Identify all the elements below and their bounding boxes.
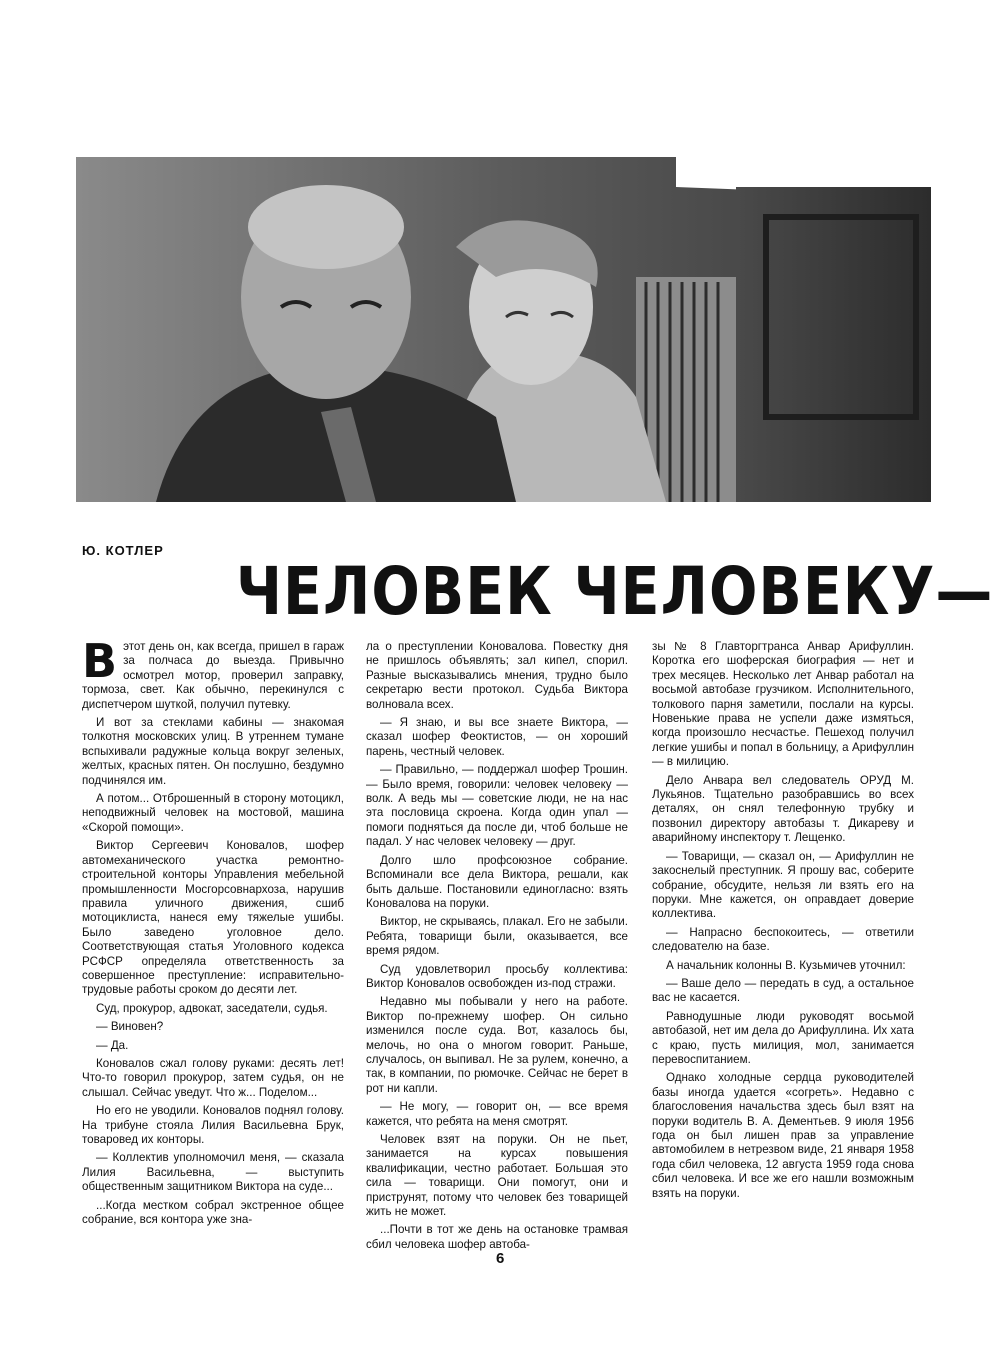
article-body — [82, 634, 934, 1251]
paragraph: Равнодушные люди руководят восьмой автобазой, нет им дела до Арифуллина. Их хата с краю, пусть милиция, мол, занимается перевоспитанием. — [652, 1009, 914, 1066]
paragraph: — Ваше дело — передать в суд, а остальное вас не касается. — [652, 976, 914, 1005]
paragraph: — Правильно, — поддержал шофер Трошин. — Было время, говорили: человек человеку — волк. А ведь мы — советские люди, не на нас эта пословица скроена. Когда один упал — помоги подняться да после ди, чтоб больше не падал. У нас человек человеку — друг. — [366, 763, 628, 849]
paragraph: ...Почти в тот же день на остановке трамвая сбил человека шофер автоба- — [366, 1223, 628, 1251]
paragraph: И вот за стеклами кабины — знакомая толкотня московских улиц. В утреннем тумане вспыхивали радужные кольца вокруг зеленых, желтых, красных пятен. Он послушно, бездумно подчинялся им. — [82, 716, 344, 787]
paragraph: Суд удовлетворил просьбу коллектива: Виктор Коновалов освобожден из-под стражи. — [366, 962, 628, 990]
paragraph-text: этот день он, как всегда, пришел в гараж за полчаса до выезда. Привычно осмотрел мотор, проверил заправку, тормоза, свет. Как обычно, перекинулся с диспетчером шуткой, получил путевку. — [82, 640, 344, 711]
paragraph: А начальник колонны В. Кузьмичев уточнил: — [666, 958, 906, 972]
paragraph: Виктор, не скрываясь, плакал. Его не забыли. Ребята, товарищи были, оказывается, все время рядом. — [366, 915, 628, 958]
article-photo — [76, 157, 931, 502]
paragraph: — Не могу, — говорит он, — все время кажется, что ребята на меня смотрят. — [366, 1100, 628, 1128]
column-3 — [652, 640, 914, 1205]
paragraph: Коновалов сжал голову руками: десять лет! Что-то говорил прокурор, затем судья, он не слышал. Сейчас уведут. Что ж... Поделом... — [82, 1056, 344, 1099]
page-number: 6 — [496, 1250, 505, 1267]
paragraph: зы № 8 Главторгтранса Анвар Арифуллин. Коротка его шоферская биография — нет и трех месяцев. Несколько лет Анвар работал на восьмой автобазе грузчиком. Исполнительного, толкового парня заметили, послали на курсы. Новенькие права не успели даже измяться, когда произошло несчастье. Пешеход получил легкие ушибы и попал в больницу, а Арифуллин — в милицию. — [652, 640, 914, 769]
paragraph: ...Когда местком собрал экстренное общее собрание, вся контора уже зна- — [82, 1198, 344, 1227]
paragraph: Дело Анвара вел следователь ОРУД М. Лукьянов. Тщательно разобравшись во всех деталях, он снял телефонную трубку и позвонил директору автобазы т. Дикареву и аварийному инспектору т. Лещенко. — [652, 773, 914, 845]
paragraph: — Да. — [96, 1038, 129, 1052]
paragraph: Недавно мы побывали у него на работе. Виктор по-прежнему шофер. Он сильно изменился после суда. Вот, казалось бы, мелочь, но она о многом говорит. Раньше, случалось, он выпивал. Не за рулем, конечно, а так, в компании, по рюмочке. Сейчас не берет в рот ни капли. — [366, 995, 628, 1095]
article-author: Ю. КОТЛЕР — [82, 543, 164, 558]
paragraph: ла о преступлении Коновалова. Повестку дня не пришлось объявлять; зал кипел, спорил. Разные высказывались мнения, трудно было секретарю вести протокол. Судьба Виктора волновала всех. — [366, 640, 628, 711]
paragraph — [82, 634, 344, 712]
paragraph: — Виновен? — [96, 1020, 164, 1034]
article-headline: ЧЕЛОВЕК ЧЕЛОВЕКУ— — [236, 554, 994, 631]
paragraph: — Товарищи, — сказал он, — Арифуллин не закоснелый преступник. Я прошу вас, соберите собрание, обсудите, нельзя ли взять его на поруки. Мне кажется, он оправдает доверие коллектива. — [652, 849, 914, 921]
column-1 — [82, 634, 344, 1231]
drop-cap: В — [82, 634, 118, 688]
paragraph: — Коллектив уполномочил меня, — сказала Лилия Васильевна, — выступить общественным защитником Виктора на суде... — [82, 1151, 344, 1194]
column-2 — [366, 640, 628, 1256]
paragraph: — Напрасно беспокоитесь, — ответили следователю на базе. — [652, 925, 914, 954]
paragraph: Суд, прокурор, адвокат, заседатели, судья. — [96, 1001, 328, 1015]
photo-two-people — [76, 157, 931, 502]
paragraph: — Я знаю, и вы все знаете Виктора, — сказал шофер Феоктистов, — он хороший парень, честный человек. — [366, 716, 628, 758]
paragraph: А потом... Отброшенный в сторону мотоцикл, неподвижный человек на мостовой, машина «Скорой помощи». — [82, 792, 344, 834]
paragraph: Однако холодные сердца руководителей базы иногда удается «согреть». Недавно с благословения начальства здесь был взят на поруки водитель В. А. Дементьев. 9 июля 1956 года он был лишен прав за управление автомобилем в нетрезвом виде, 21 января 1958 года сбил человека, 12 августа 1959 года снова сбил человека. И все же его нашли возможным взять на поруки. — [652, 1071, 914, 1200]
paragraph: Но его не уводили. Коновалов поднял голову. На трибуне стояла Лилия Васильевна Брук, товаровед их конторы. — [82, 1104, 344, 1146]
paragraph: Виктор Сергеевич Коновалов, шофер автомеханического участка ремонтно-строительной конторы Управления мебельной промышленности Мосгорсовнархоза, нарушив правила уличного движения, сшиб мотоциклиста, нанеся ему тяжелые ушибы. Было заведено уголовное дело. Соответствующая статья Уголовного кодекса РСФСР определяла ответственность за совершенное преступление: исправительно-трудовые работы сроком до десяти лет. — [82, 839, 344, 997]
paragraph: Человек взят на поруки. Он не пьет, занимается на курсах повышения квалификации, честно работает. Большая это сила — товарищи. Они помогут, они и приструнят, потому что человек без товарищей жить не может. — [366, 1133, 628, 1219]
paragraph: Долго шло профсоюзное собрание. Вспоминали все дела Виктора, решали, как быть дальше. Постановили единогласно: взять Коновалова на поруки. — [366, 853, 628, 910]
